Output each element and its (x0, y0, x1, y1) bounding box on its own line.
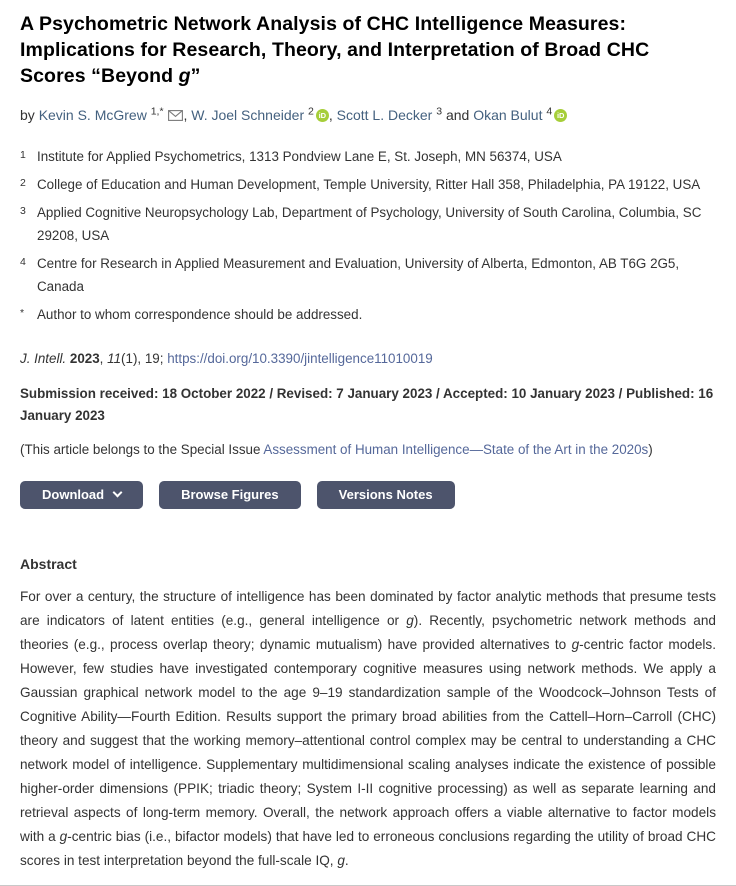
author-okan-bulut[interactable]: Okan Bulut (473, 106, 543, 123)
title-text: A Psychometric Network Analysis of CHC Intelligence Measures: Implications for Research, Theory, and Interpretation of Broad CHC Scores “Beyond (20, 13, 655, 87)
affiliation-item (20, 252, 716, 298)
citation-issue-pages: (1), 19; (121, 350, 168, 366)
author-kevin-s-mcgrew[interactable]: Kevin S. McGrew (38, 106, 147, 123)
affiliation-list (20, 145, 716, 326)
action-buttons (20, 481, 716, 509)
versions-notes-label: Versions Notes (338, 487, 433, 503)
special-issue-prefix: (This article belongs to the Special Issue (20, 441, 264, 457)
text-segment: g (59, 828, 68, 844)
text-segment: , (99, 350, 108, 366)
text-segment: g (406, 612, 414, 628)
abstract-heading: Abstract (20, 555, 77, 572)
author-line (20, 105, 716, 126)
email-icon[interactable] (168, 106, 183, 126)
text-segment: For over a century, the structure of intelligence has been dominated by factor analytic methods that presume tests are indicators of latent entities (e.g., general intelligence or (20, 588, 720, 628)
dates-line: Submission received: 18 October 2022 / Revised: 7 January 2023 / Accepted: 10 January 2023 / Published: 16 January 2023 (20, 385, 714, 423)
text-segment: g (571, 636, 580, 652)
citation-year: 2023 (69, 350, 100, 366)
affiliation-number: 1 (20, 148, 26, 161)
author-scott-l-decker[interactable]: Scott L. Decker (336, 106, 433, 123)
text-segment: ). Recently, psychometric network methods and theories (e.g., process overlap theory; dynamic mutualism) have provided alternatives to (20, 612, 720, 652)
author-sup-4: 4 (546, 105, 553, 118)
author-sup-1: 1,* (150, 105, 164, 118)
superscript (164, 105, 167, 117)
affiliation-item (20, 303, 716, 326)
browse-figures-button[interactable] (159, 481, 301, 509)
affiliation-item (20, 145, 716, 168)
affiliation-number: 2 (20, 176, 26, 189)
download-button[interactable] (20, 481, 143, 509)
affiliation-text: Centre for Research in Applied Measurement and Evaluation, University of Alberta, Edmonton, AB T6G 2G5, Canada (37, 255, 680, 294)
orcid-icon-bulut[interactable]: iD (554, 109, 567, 122)
text-segment: . (344, 852, 349, 868)
citation-volume: 11 (107, 350, 122, 366)
special-issue-link[interactable]: Assessment of Human Intelligence—State of the Art in the 2020s (263, 441, 649, 457)
special-issue-suffix: ) (648, 441, 653, 457)
author-prefix: by (20, 106, 39, 123)
orcid-icon-schneider[interactable]: iD (316, 109, 329, 122)
article-title (20, 12, 716, 90)
special-issue-line (20, 440, 716, 460)
affiliation-text: Applied Cognitive Neuropsychology Lab, Department of Psychology, University of South Carolina, Columbia, SC 29208, USA (37, 204, 702, 243)
text-segment: -centric bias (i.e., bifactor models) that have led to erroneous conclusions regarding the utility of broad CHC scores in test interpretation beyond the full-scale IQ, (20, 828, 720, 868)
author-w-joel-schneider[interactable]: W. Joel Schneider (191, 106, 305, 123)
chevron-down-icon (113, 488, 123, 498)
affiliation-number: * (20, 306, 25, 319)
author-sup-3: 3 (436, 105, 443, 118)
versions-notes-button[interactable] (317, 481, 455, 509)
article-page (20, 12, 720, 886)
affiliation-number: 3 (20, 204, 26, 217)
browse-figures-label: Browse Figures (181, 487, 279, 503)
download-label: Download (42, 487, 105, 503)
affiliation-number: 4 (20, 255, 26, 268)
text-segment: , (328, 106, 337, 123)
affiliation-item (20, 173, 716, 196)
affiliation-text: Institute for Applied Psychometrics, 1313 Pondview Lane E, St. Joseph, MN 56374, USA (37, 148, 562, 164)
text-segment: -centric factor models. However, few studies have investigated contemporary cognitive measures using network methods. We apply a Gaussian graphical network model to the age 9–19 standardization sample of the Woodcock–Johnson Tests of Cognitive Ability—Fourth Edition. Results support the primary broad abilities from the Cattell–Horn–Carroll (CHC) theory and suggest that the working memory–attentional control complex may be central to understanding a CHC network model of intelligence. Supplementary multidimensional scaling analyses indicate the existence of possible higher-order dimensions (PPIK; triadic theory; System I-II cognitive processing) as well as separate learning and retrieval aspects of long-term memory. Overall, the network approach offers a viable alternative to factor models with a (20, 636, 720, 844)
title-italic-g: g (178, 64, 191, 87)
author-sup-2: 2 (308, 105, 314, 118)
text-segment: and (442, 106, 474, 123)
text-segment: g (337, 852, 345, 868)
doi-link[interactable]: https://doi.org/10.3390/jintelligence11010019 (167, 350, 433, 366)
title-close-quote: ” (190, 64, 201, 87)
affiliation-text: Author to whom correspondence should be addressed. (37, 306, 363, 322)
affiliation-item (20, 201, 716, 247)
abstract-text (20, 585, 720, 873)
citation-line (20, 349, 716, 369)
affiliation-text: College of Education and Human Development, Temple University, Ritter Hall 358, Philadelphia, PA 19122, USA (37, 176, 701, 192)
text-segment: , (183, 106, 192, 123)
journal-abbreviation: J. Intell. (20, 350, 70, 366)
